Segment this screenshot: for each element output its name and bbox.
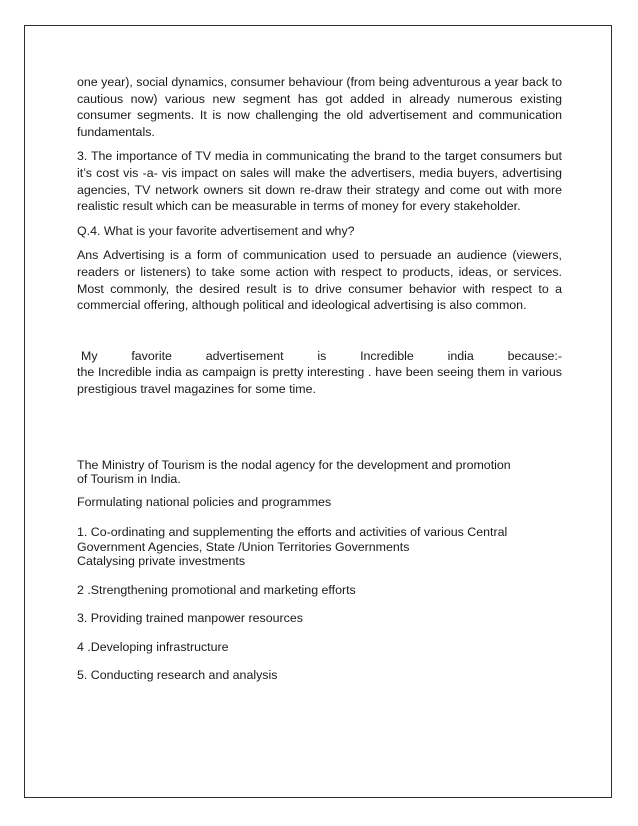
list-item-1	[77, 525, 562, 569]
favorite-rest-text: the Incredible india as campaign is pretty interesting . have been seeing them in various prestigious travel magazines for some time.	[77, 365, 562, 396]
list-item-5: 5. Conducting research and analysis	[77, 668, 278, 683]
intro-paragraph: one year), social dynamics, consumer behaviour (from being adventurous a year back to cautious now) various new segment has got added in already numerous existing consumer segments. It is now challenging the old advertisement and communication fundamentals.	[77, 75, 562, 139]
formulating-line: Formulating national policies and programmes	[77, 495, 332, 510]
favorite-word: india	[447, 348, 474, 363]
list-item-line: 1. Co-ordinating and supplementing the efforts and activities of various Central	[77, 524, 508, 539]
list-item-line: Catalysing private investments	[77, 554, 246, 569]
favorite-first-line	[77, 348, 562, 365]
favorite-word: because:-	[507, 348, 562, 363]
favorite-word: advertisement	[205, 348, 284, 363]
point-3-paragraph: 3. The importance of TV media in communicating the brand to the target consumers but it’s cost vis -a- vis impact on sales will make the advertisers, media buyers, advertising agencies, TV network owners sit down re-draw their strategy and come out with more realistic result which can be measurable in terms of money for every stakeholder.	[77, 149, 562, 214]
favorite-word: My	[81, 348, 98, 363]
answer-paragraph: Ans Advertising is a form of communication used to persuade an audience (viewers, readers or listeners) to take some action with respect to products, ideas, or services. Most commonly, the desired result is to drive consumer behavior with respect to a commercial offering, although political and ideological advertising is also common.	[77, 248, 562, 313]
ministry-paragraph	[77, 458, 562, 487]
list-item-2: 2 .Strengthening promotional and marketing efforts	[77, 582, 356, 597]
ministry-line: of Tourism in India.	[77, 471, 181, 486]
favorite-word: favorite	[131, 348, 172, 363]
favorite-word: Incredible	[360, 348, 414, 363]
list-item-line: Government Agencies, State /Union Territories Governments	[77, 539, 410, 554]
document-body	[77, 74, 562, 683]
question-4: Q.4. What is your favorite advertisement and why?	[77, 223, 355, 238]
ministry-line: The Ministry of Tourism is the nodal agency for the development and promotion	[77, 457, 511, 472]
list-item-3: 3. Providing trained manpower resources	[77, 611, 303, 626]
list-item-4: 4 .Developing infrastructure	[77, 639, 229, 654]
favorite-paragraph	[77, 348, 562, 398]
favorite-word: is	[317, 348, 327, 363]
